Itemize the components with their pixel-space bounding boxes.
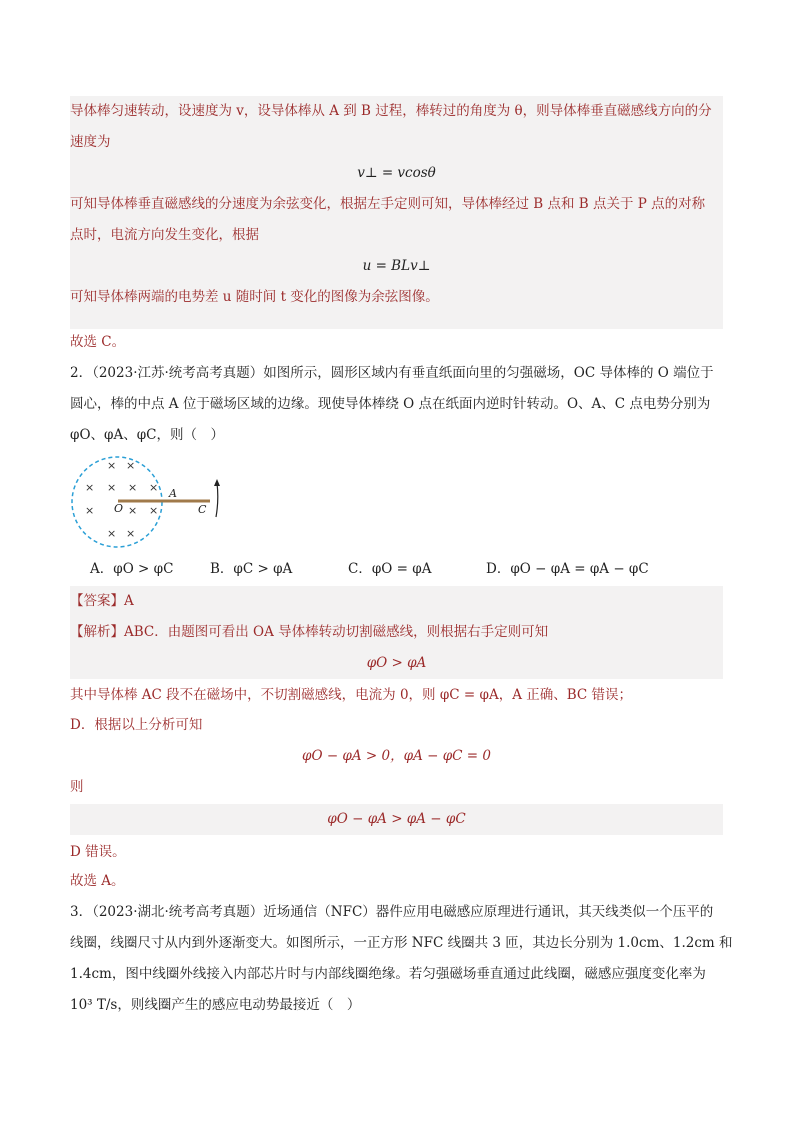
point-label-c: C	[198, 503, 207, 516]
cross-mark-icon: ×	[107, 459, 117, 472]
cross-mark-icon: ×	[107, 527, 117, 540]
q2-analysis-line-2: 其中导体棒 AC 段不在磁场中，不切割磁感线，电流为 0，则 φC = φA，A 正确、BC 错误；	[70, 687, 633, 703]
point-label-o: O	[114, 502, 124, 515]
prev-solution-line-1: 导体棒匀速转动，设速度为 v，设导体棒从 A 到 B 过程，棒转过的角度为 θ，则导体棒垂直磁感线方向的分	[70, 103, 712, 119]
q2-formula-3: φO − φA > φA − φC	[70, 804, 723, 835]
q2-analysis-line-1	[70, 617, 723, 648]
cross-mark-icon: ×	[128, 481, 138, 494]
analysis-tag: 【解析】	[70, 624, 124, 640]
q3-stem-line-4: 10³ T/s，则线圈产生的感应电动势最接近（ ）	[70, 997, 361, 1013]
cross-mark-icon: ×	[149, 504, 159, 517]
cross-mark-icon: ×	[126, 527, 136, 540]
q2-stem-line-2: 圆心，棒的中点 A 位于磁场区域的边缘。现使导体棒绕 O 点在纸面内逆时针转动。O、A、C 点电势分别为	[70, 396, 711, 412]
cross-mark-icon: ×	[85, 504, 95, 517]
q2-figure	[70, 455, 230, 555]
q3-stem-line-2: 线圈，线圈尺寸从内到外逐渐变大。如图所示，一正方形 NFC 线圈共 3 匝，其边长分别为 1.0cm、1.2cm 和	[70, 935, 733, 951]
q2-analysis-line-5: D 错误。	[70, 844, 126, 860]
q2-stem-line-1: 2．（2023·江苏·统考高考真题）如图所示，圆形区域内有垂直纸面向里的匀强磁场，OC 导体棒的 O 端位于	[70, 365, 714, 381]
q2-stem-line-3: φO、φA、φC，则（ ）	[70, 427, 225, 443]
q2-formula-2: φO − φA > 0，φA − φC = 0	[302, 748, 491, 764]
q2-options	[90, 555, 710, 583]
point-label-a: A	[169, 487, 177, 500]
question-3	[70, 897, 733, 1021]
q2-analysis-line-4: 则	[70, 779, 84, 795]
rotation-arrow-icon	[216, 483, 218, 517]
cross-mark-icon: ×	[128, 504, 138, 517]
cross-mark-icon: ×	[85, 481, 95, 494]
q2-answer: 【答案】A	[70, 586, 723, 617]
prev-choice: 故选 C。	[70, 334, 126, 350]
prev-formula-2: u = BLv⊥	[362, 258, 431, 274]
option-d[interactable]: D．φO − φA = φA − φC	[486, 561, 649, 577]
option-b[interactable]: B．φC > φA	[210, 561, 293, 577]
q2-analysis-line-3: D．根据以上分析可知	[70, 717, 203, 733]
arrow-head-icon	[214, 479, 220, 486]
cross-mark-icon: ×	[126, 459, 136, 472]
q3-stem-line-3: 1.4cm，图中线圈外线接入内部芯片时与内部线圈绝缘。若匀强磁场垂直通过此线圈，磁感应强度变化率为	[70, 966, 706, 982]
cross-mark-icon: ×	[149, 481, 159, 494]
prev-solution-line-4: 点时，电流方向发生变化，根据	[70, 227, 259, 243]
q2-choice: 故选 A。	[70, 873, 125, 889]
question-2	[70, 358, 723, 451]
option-a[interactable]: A．φO > φC	[90, 561, 174, 577]
prev-solution-line-5: 可知导体棒两端的电势差 u 随时间 t 变化的图像为余弦图像。	[70, 289, 439, 305]
prev-formula-1: v⊥ = vcosθ	[357, 165, 436, 181]
prev-solution-line-3: 可知导体棒垂直磁感线的分速度为余弦变化，根据左手定则可知，导体棒经过 B 点和 B 点关于 P 点的对称	[70, 196, 706, 212]
q2-formula-1: φO > φA	[70, 648, 723, 679]
magnetic-field-diagram	[70, 455, 230, 555]
cross-mark-icon: ×	[107, 481, 117, 494]
prev-solution-line-2: 速度为	[70, 134, 111, 150]
analysis-text-1: ABC．由题图可看出 OA 导体棒转动切割磁感线，则根据右手定则可知	[124, 624, 549, 640]
option-c[interactable]: C．φO = φA	[348, 561, 432, 577]
prev-solution-block	[70, 96, 723, 329]
q3-stem-line-1: 3．（2023·湖北·统考高考真题）近场通信（NFC）器件应用电磁感应原理进行通讯，其天线类似一个压平的	[70, 904, 714, 920]
